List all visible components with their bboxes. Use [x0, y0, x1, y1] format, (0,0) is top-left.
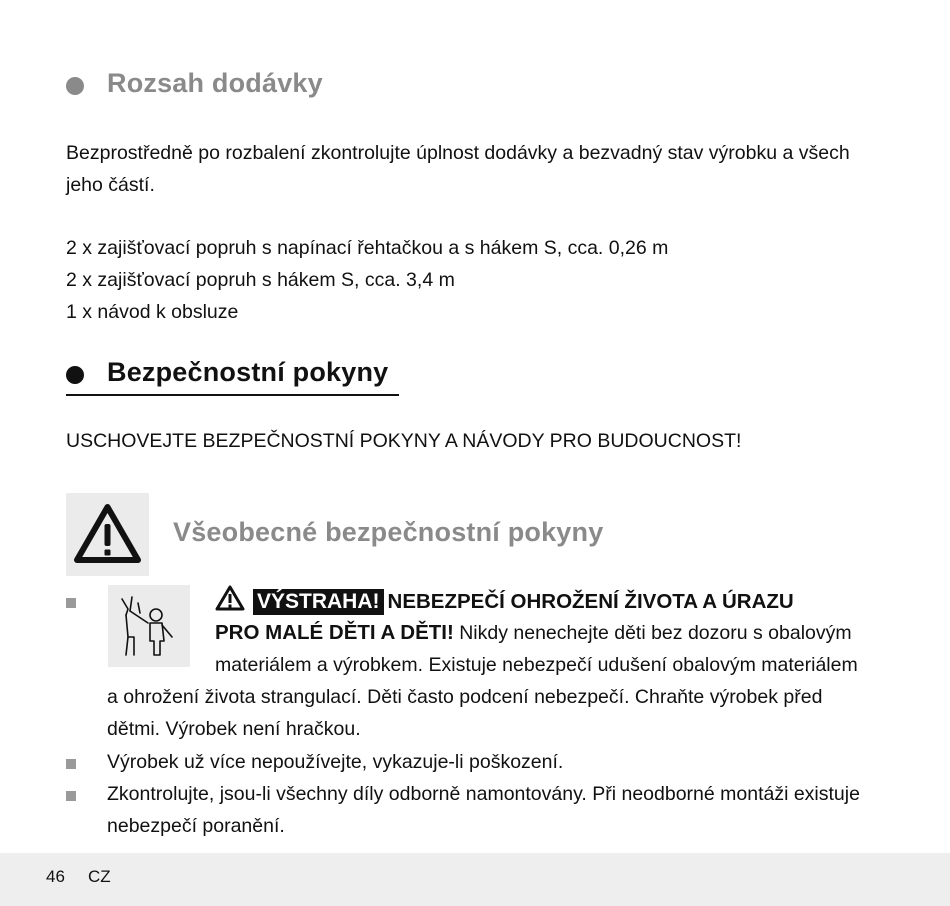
list-bullet [66, 598, 76, 608]
warning-small-icon [215, 585, 245, 621]
list-bullet [66, 759, 76, 769]
section-title-general: Všeobecné bezpečnostní pokyny [173, 517, 604, 547]
warning-line-5: dětmi. Výrobek není hračkou. [107, 718, 361, 740]
section-bullet-dot [66, 77, 84, 95]
warning-bold-1: NEBEZPEČÍ OHROŽENÍ ŽIVOTA A ÚRAZU [387, 590, 794, 613]
scope-item-2: 2 x zajišťovací popruh s hákem S, cca. 3,4 m [66, 269, 455, 291]
section-bullet-dot [66, 366, 84, 384]
scope-item-3: 1 x návod k obsluze [66, 301, 239, 323]
bullet-text-2-line-1: Zkontrolujte, jsou-li všechny díly odborně namontovány. Při neodborné montáži existuje [107, 783, 860, 805]
bullet-text-2-line-2: nebezpečí poranění. [107, 815, 285, 837]
section-title-scope: Rozsah dodávky [107, 68, 323, 98]
child-hanging-icon [108, 585, 190, 667]
warning-line-3: materiálem a výrobkem. Existuje nebezpečí udušení obalovým materiálem [215, 654, 858, 676]
section-title-safety: Bezpečnostní pokyny [107, 357, 389, 387]
scope-intro-line-2: jeho částí. [66, 174, 155, 196]
warning-line-4: a ohrožení života strangulací. Děti často podcení nebezpečí. Chraňte výrobek před [107, 686, 823, 708]
scope-item-1: 2 x zajišťovací popruh s napínací řehtačkou a s hákem S, cca. 0,26 m [66, 237, 669, 259]
warning-triangle-icon [66, 493, 149, 576]
language-code: CZ [88, 867, 111, 886]
warning-bold-2: PRO MALÉ DĚTI A DĚTI! [215, 621, 454, 644]
list-bullet [66, 791, 76, 801]
warning-text-1: Nikdy nenechejte děti bez dozoru s obalovým [459, 622, 852, 644]
bullet-text-1: Výrobek už více nepoužívejte, vykazuje-li poškození. [107, 751, 564, 773]
warning-line-1 [215, 585, 794, 621]
scope-intro-line-1: Bezprostředně po rozbalení zkontrolujte úplnost dodávky a bezvadný stav výrobku a všech [66, 142, 850, 164]
safety-notice: USCHOVEJTE BEZPEČNOSTNÍ POKYNY A NÁVODY PRO BUDOUCNOST! [66, 430, 742, 452]
page-footer [0, 853, 950, 906]
page-number: 46 [46, 867, 65, 886]
section-title-underline [66, 394, 399, 396]
warning-line-2 [215, 617, 852, 649]
warning-tag: VÝSTRAHA! [253, 589, 384, 615]
